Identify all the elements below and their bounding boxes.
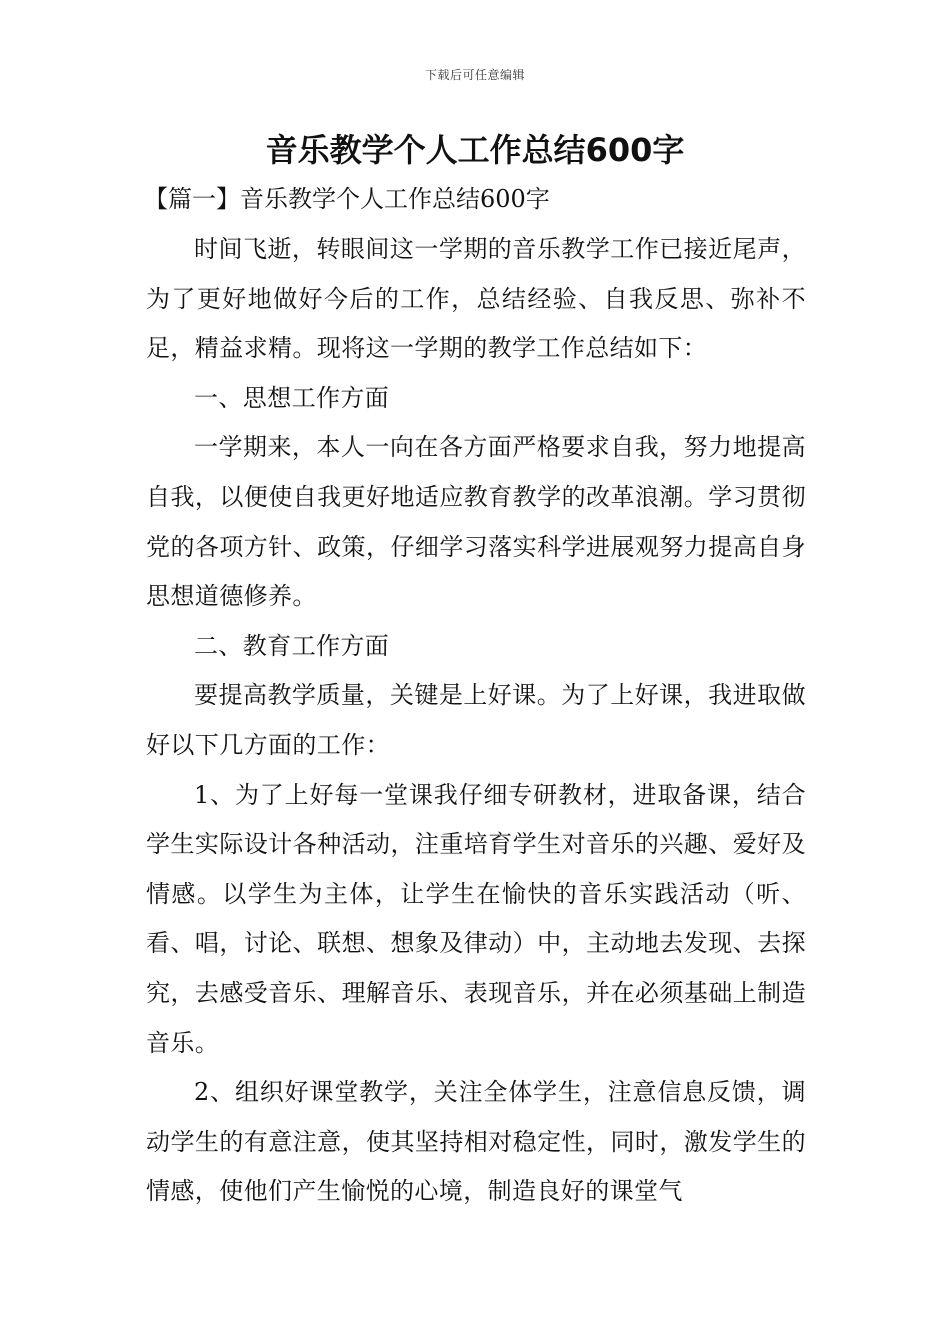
paragraph-point-1: 1、为了上好每一堂课我仔细专研教材，进取备课，结合学生实际设计各种活动，注重培育学生对音乐的兴趣、爱好及情感。以学生为主体，让学生在愉快的音乐实践活动（听、看、唱，讨论、联想、想象及律动）中，主动地去发现、去探究，去感受音乐、理解音乐、表现音乐，并在必须基础上制造音乐。 xyxy=(146,780,806,1057)
document-title: 音乐教学个人工作总结600字 xyxy=(265,131,685,169)
paragraph-thought: 一学期来，本人一向在各方面严格要求自我，努力地提高自我，以便使自我更好地适应教育教学的改革浪潮。学习贯彻党的各项方针、政策，仔细学习落实科学进展观努力提高自身思想道德修养。 xyxy=(146,433,806,611)
header-note: 下载后可任意编辑 xyxy=(424,68,525,82)
section-heading-education: 二、教育工作方面 xyxy=(194,631,390,660)
section-heading-thought: 一、思想工作方面 xyxy=(194,383,390,412)
paragraph-point-2: 2、组织好课堂教学，关注全体学生，注意信息反馈，调动学生的有意注意，使其坚持相对稳定性，同时，激发学生的情感，使他们产生愉悦的心境，制造良好的课堂气 xyxy=(146,1078,806,1206)
paragraph-intro: 时间飞逝，转眼间这一学期的音乐教学工作已接近尾声，为了更好地做好今后的工作，总结经验、自我反思、弥补不足，精益求精。现将这一学期的教学工作总结如下： xyxy=(146,235,806,363)
section-subtitle: 【篇一】音乐教学个人工作总结600字 xyxy=(144,185,550,213)
document-body xyxy=(146,225,806,1217)
paragraph-education-intro: 要提高教学质量，关键是上好课。为了上好课，我进取做好以下几方面的工作： xyxy=(146,681,806,759)
